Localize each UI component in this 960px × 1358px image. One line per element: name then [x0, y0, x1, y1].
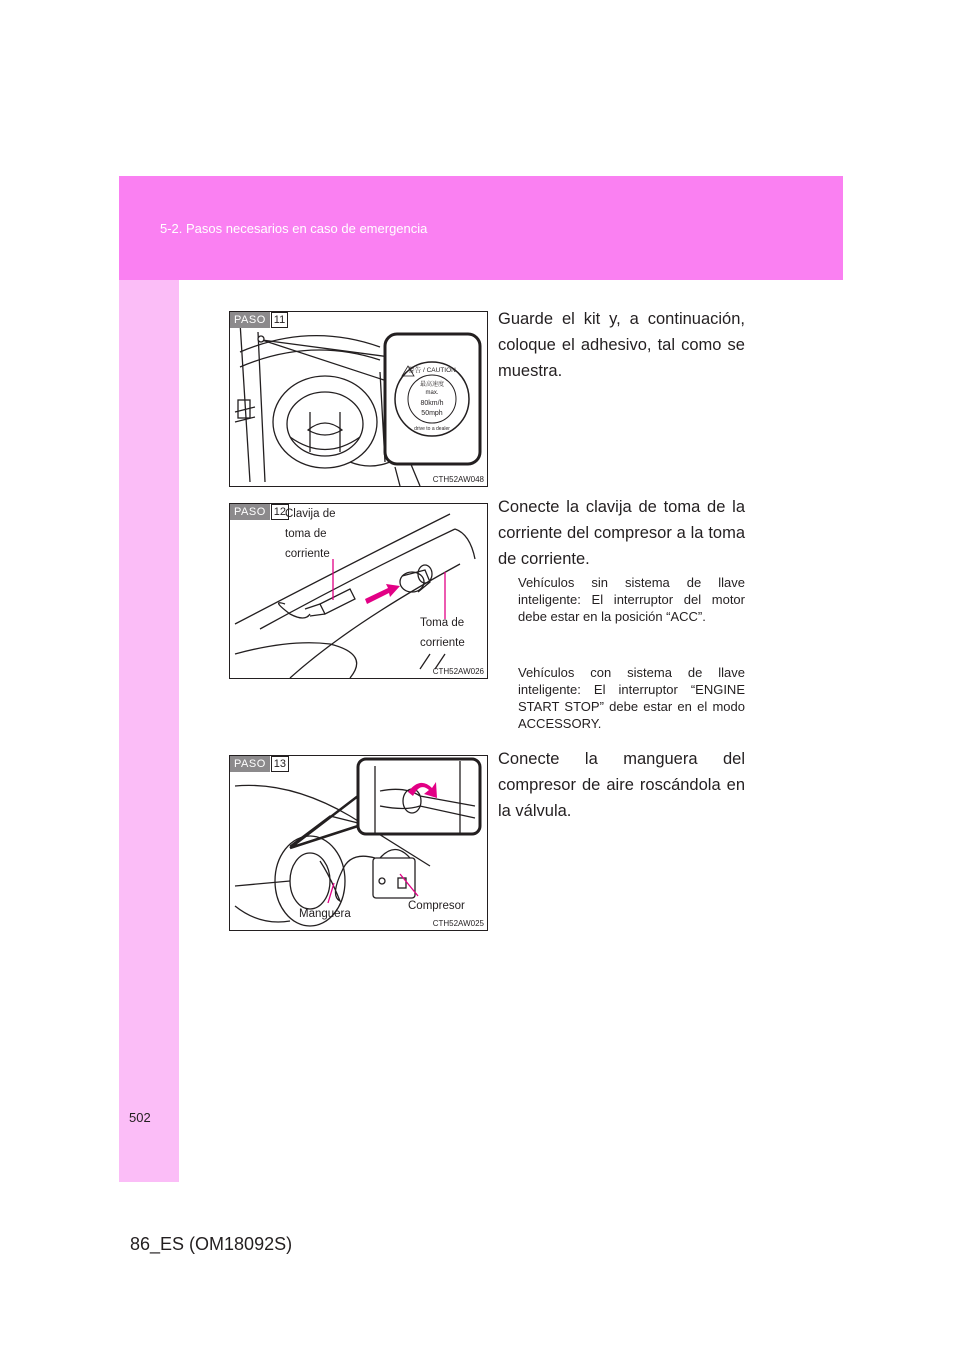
- paso-number: 13: [271, 756, 289, 772]
- paso-label: PASO: [230, 756, 270, 772]
- figure-step-11: [229, 311, 488, 487]
- socket-callout-line: Toma de: [420, 617, 465, 629]
- sticker-line4: 50mph: [421, 410, 443, 417]
- compressor-callout: Compresor: [408, 900, 465, 912]
- step-13-text: Conecte la manguera del compresor de aire roscándola en la válvula.: [498, 750, 745, 820]
- paso-label: PASO: [230, 312, 270, 328]
- sticker-bottom: drive to a dealer: [414, 426, 450, 432]
- socket-callout: [420, 613, 480, 653]
- plug-callout-line: toma de: [285, 528, 327, 540]
- page-number: 502: [129, 1110, 151, 1125]
- paso-label: PASO: [230, 504, 270, 520]
- section-title: 5-2. Pasos necesarios en caso de emergencia: [160, 221, 428, 236]
- figure-step-13: [229, 755, 488, 931]
- plug-callout-line: Clavija de: [285, 508, 336, 520]
- step-12-note: Vehículos sin sistema de llave inteligente: El interruptor del motor debe estar en la posición “ACC”.: [518, 575, 745, 624]
- plug-callout-line: corriente: [285, 548, 330, 560]
- paso-number: 11: [271, 312, 288, 328]
- paso-badge: [230, 756, 289, 772]
- figure-code: CTH52AW025: [432, 919, 484, 928]
- sticker-line3: 80km/h: [420, 400, 444, 407]
- figure-code: CTH52AW026: [432, 667, 484, 676]
- sticker-line2: max.: [425, 390, 439, 396]
- insert-arrow-icon: [365, 584, 400, 604]
- figure-step-12: [229, 503, 488, 679]
- dashboard-illustration: [230, 312, 487, 486]
- step-12-note: Vehículos con sistema de llave inteligente: El interruptor “ENGINE START STOP” debe estar en el modo ACCESSORY.: [518, 665, 745, 731]
- plug-callout: [285, 504, 351, 564]
- side-band: [119, 176, 179, 1182]
- sticker-top: 警告 / CAUTION: [408, 367, 456, 374]
- paso-number: 12: [271, 504, 289, 520]
- document-code: 86_ES (OM18092S): [130, 1234, 293, 1254]
- figure-code: CTH52AW048: [432, 475, 484, 484]
- hose-callout: Manguera: [299, 908, 351, 920]
- paso-badge: [230, 504, 289, 520]
- paso-badge: [230, 312, 288, 328]
- socket-callout-line: corriente: [420, 637, 465, 649]
- sticker-line1: 最高速度: [419, 382, 445, 388]
- step-11-text: Guarde el kit y, a continuación, coloque el adhesivo, tal como se muestra.: [498, 310, 745, 380]
- step-12-text: Conecte la clavija de toma de la corriente del compresor a la toma de corriente.: [498, 498, 745, 568]
